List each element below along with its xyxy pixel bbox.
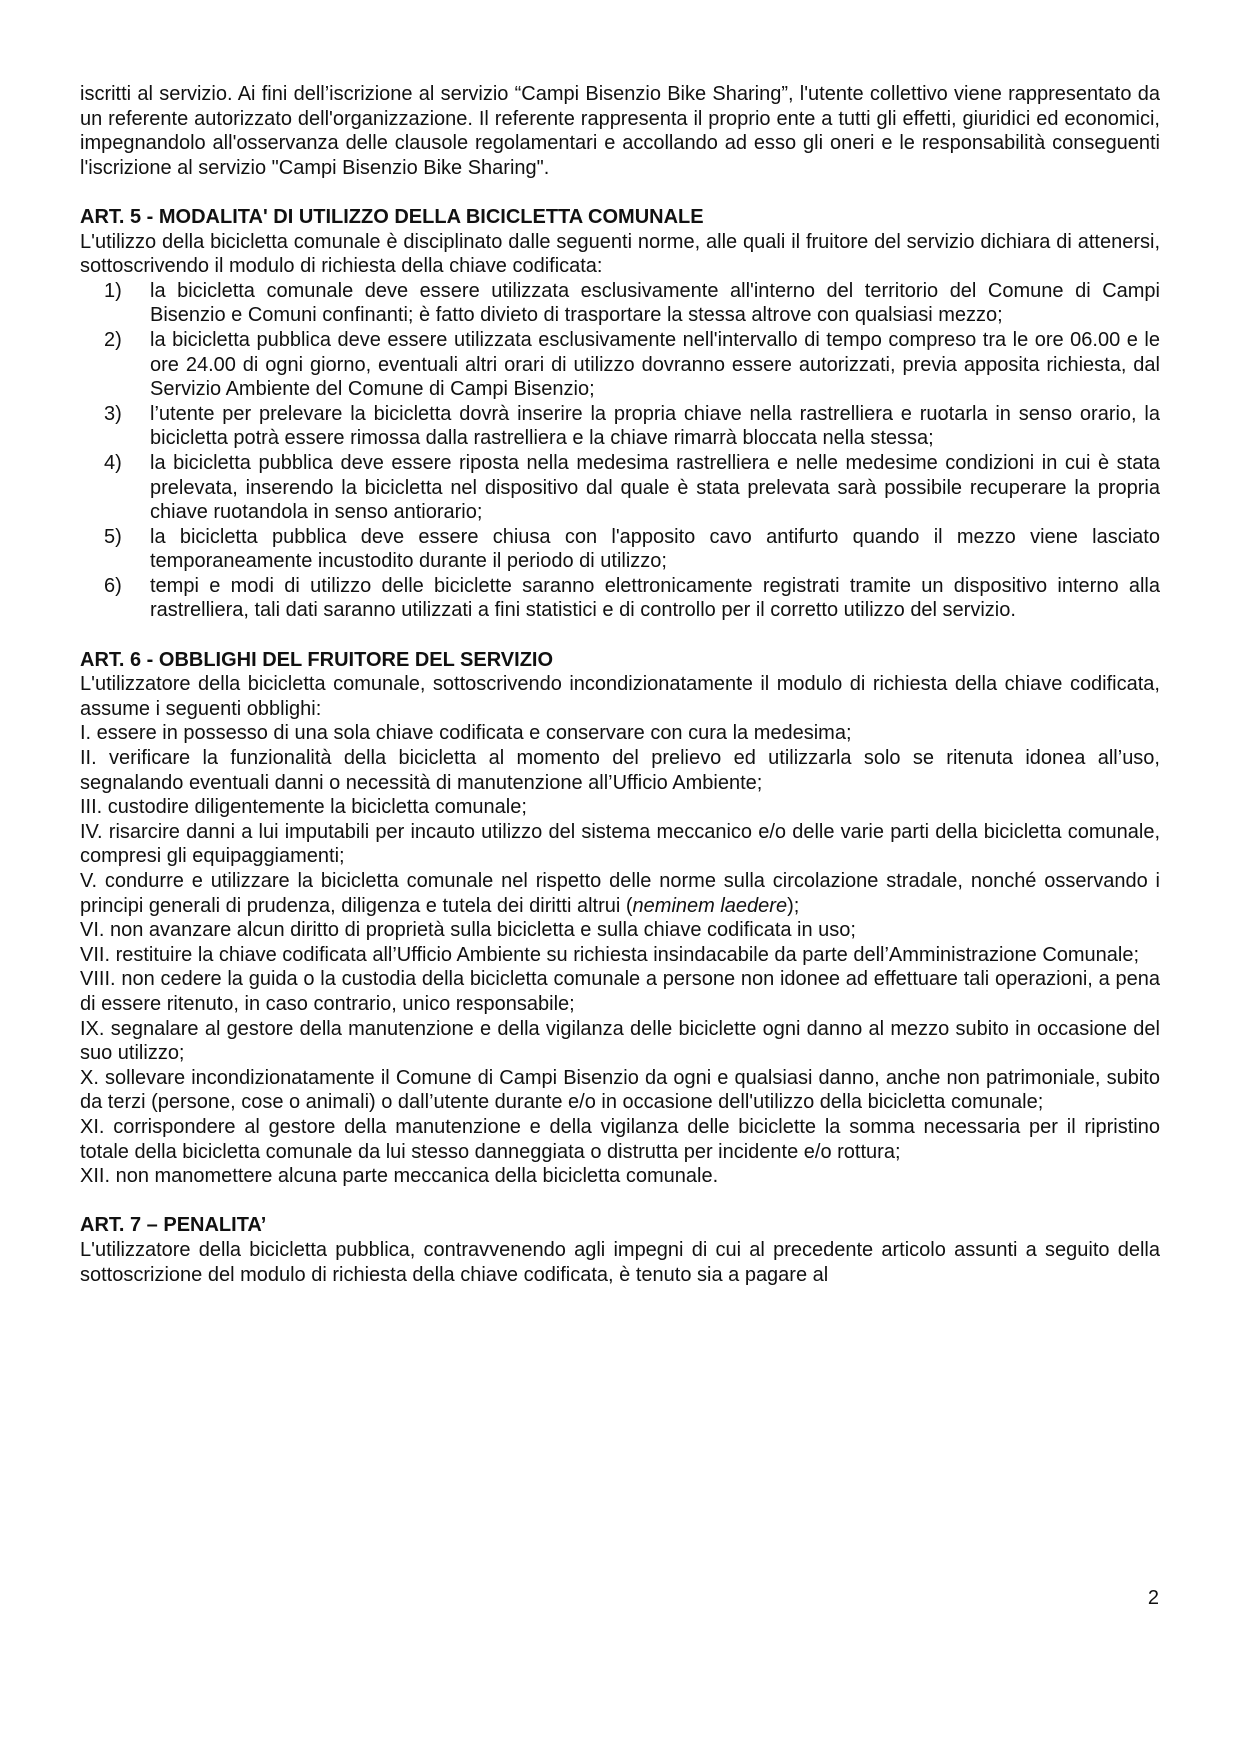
list-item	[104, 451, 1160, 525]
list-item	[104, 328, 1160, 402]
list-item	[104, 525, 1160, 574]
list-item-number: 4)	[104, 451, 122, 474]
article-5-intro: L'utilizzo della bicicletta comunale è disciplinato dalle seguenti norme, alle quali il fruitore del servizio dichiara di attenersi, sottoscrivendo il modulo di richiesta della chiave codificata:	[80, 230, 1160, 278]
article-7-title: ART. 7 – PENALITA’	[80, 1214, 267, 1237]
section-gap	[80, 180, 1160, 205]
document-page	[80, 82, 1160, 1287]
list-item	[80, 869, 1160, 918]
list-item-number: 1)	[104, 279, 122, 302]
list-item-text: la bicicletta comunale deve essere utilizzata esclusivamente all'interno del territorio del Comune di Campi Bisenzio e Comuni confinanti; è fatto divieto di trasportare la stessa altrove con qualsiasi mezzo;	[150, 279, 1160, 327]
list-item-text: V. condurre e utilizzare la bicicletta comunale nel rispetto delle norme sulla circolazione stradale, nonché osservando i principi generali di prudenza, diligenza e tutela dei diritti altrui (	[80, 870, 1160, 917]
section-gap	[80, 623, 1160, 648]
list-item-number: 3)	[104, 402, 122, 425]
list-item: VI. non avanzare alcun diritto di proprietà sulla bicicletta e sulla chiave codificata in uso;	[80, 919, 856, 942]
article-5-list	[80, 279, 1160, 623]
article-6-title: ART. 6 - OBBLIGHI DEL FRUITORE DEL SERVIZIO	[80, 648, 554, 671]
list-item	[104, 402, 1160, 451]
article-5	[80, 205, 1160, 623]
list-item-number: 6)	[104, 574, 122, 597]
list-item-text: la bicicletta pubblica deve essere chiusa con l'apposito cavo antifurto quando il mezzo viene lasciato temporaneamente incustodito durante il periodo di utilizzo;	[150, 525, 1160, 573]
list-item	[104, 574, 1160, 623]
list-item: IV. risarcire danni a lui imputabili per incauto utilizzo del sistema meccanico e/o delle varie parti della bicicletta comunale, compresi gli equipaggiamenti;	[80, 820, 1160, 868]
list-item: VII. restituire la chiave codificata all’Ufficio Ambiente su richiesta insindacabile da parte dell’Amministrazione Comunale;	[80, 943, 1140, 966]
section-gap	[80, 1189, 1160, 1214]
article-6-intro: L'utilizzatore della bicicletta comunale, sottoscrivendo incondizionatamente il modulo di richiesta della chiave codificata, assume i seguenti obblighi:	[80, 673, 1160, 720]
list-item-text: la bicicletta pubblica deve essere riposta nella medesima rastrelliera e nelle medesime condizioni in cui è stata prelevata, inserendo la bicicletta nel dispositivo dal quale è stata prelevata sarà possibile recuperare la propria chiave ruotandola in senso antiorario;	[150, 451, 1160, 524]
list-item: X. sollevare incondizionatamente il Comune di Campi Bisenzio da ogni e qualsiasi danno, anche non patrimoniale, subito da terzi (persone, cose o animali) o dall’utente durante e/o in occasione dell'utilizzo della bicicletta comunale;	[80, 1066, 1160, 1114]
list-item-number: 5)	[104, 525, 122, 548]
list-item: I. essere in possesso di una sola chiave codificata e conservare con cura la medesima;	[80, 722, 852, 745]
list-item: III. custodire diligentemente la bicicletta comunale;	[80, 796, 527, 819]
list-item-number: 2)	[104, 328, 122, 351]
list-item: XI. corrispondere al gestore della manutenzione e della vigilanza delle biciclette la somma necessaria per il ripristino totale della bicicletta comunale da lui stesso danneggiata o distrutta per incidente e/o rottura;	[80, 1115, 1160, 1163]
article-6-list	[80, 721, 1160, 1188]
list-item-text: tempi e modi di utilizzo delle biciclette saranno elettronicamente registrati tramite un dispositivo interno alla rastrelliera, tali dati saranno utilizzati a fini statistici e di controllo per il corretto utilizzo del servizio.	[150, 574, 1160, 622]
list-item-text: l’utente per prelevare la bicicletta dovrà inserire la propria chiave nella rastrelliera e ruotarla in senso orario, la bicicletta potrà essere rimossa dalla rastrelliera e la chiave rimarrà bloccata nella stessa;	[150, 402, 1160, 450]
list-item-text-end: );	[787, 894, 800, 917]
article-5-title: ART. 5 - MODALITA' DI UTILIZZO DELLA BICICLETTA COMUNALE	[80, 205, 704, 228]
list-item: XII. non manomettere alcuna parte meccanica della bicicletta comunale.	[80, 1165, 719, 1188]
list-item	[104, 279, 1160, 328]
list-item: IX. segnalare al gestore della manutenzione e della vigilanza delle biciclette ogni danno al mezzo subito in occasione del suo utilizzo;	[80, 1017, 1160, 1065]
list-item: II. verificare la funzionalità della bicicletta al momento del prelievo ed utilizzarla solo se ritenuta idonea all’uso, segnalando eventuali danni o necessità di manutenzione all’Ufficio Ambiente;	[80, 747, 1160, 794]
latin-phrase: neminem laedere	[632, 894, 788, 917]
intro-paragraph: iscritti al servizio. Ai fini dell’iscrizione al servizio “Campi Bisenzio Bike Sharing”, l'utente collettivo viene rappresentato da un referente autorizzato dell'organizzazione. Il referente rappresenta il proprio ente a tutti gli effetti, giuridici ed economici, impegnandolo all'osservanza delle clausole regolamentari e accollando ad esso gli oneri e le responsabilità conseguenti l'iscrizione al servizio "Campi Bisenzio Bike Sharing".	[80, 83, 1160, 179]
page-number: 2	[1147, 1587, 1159, 1609]
list-item: VIII. non cedere la guida o la custodia della bicicletta comunale a persone non idonee ad effettuare tali operazioni, a pena di essere ritenuto, in caso contrario, unico responsabile;	[80, 968, 1160, 1015]
list-item-text: la bicicletta pubblica deve essere utilizzata esclusivamente nell'intervallo di tempo compreso tra le ore 06.00 e le ore 24.00 di ogni giorno, eventuali altri orari di utilizzo dovranno essere autorizzati, previa apposita richiesta, dal Servizio Ambiente del Comune di Campi Bisenzio;	[150, 328, 1160, 401]
article-6	[80, 648, 1160, 1189]
article-7	[80, 1213, 1160, 1287]
article-7-intro: L'utilizzatore della bicicletta pubblica, contravvenendo agli impegni di cui al precedente articolo assunti a seguito della sottoscrizione del modulo di richiesta della chiave codificata, è tenuto sia a pagare al	[80, 1238, 1160, 1286]
